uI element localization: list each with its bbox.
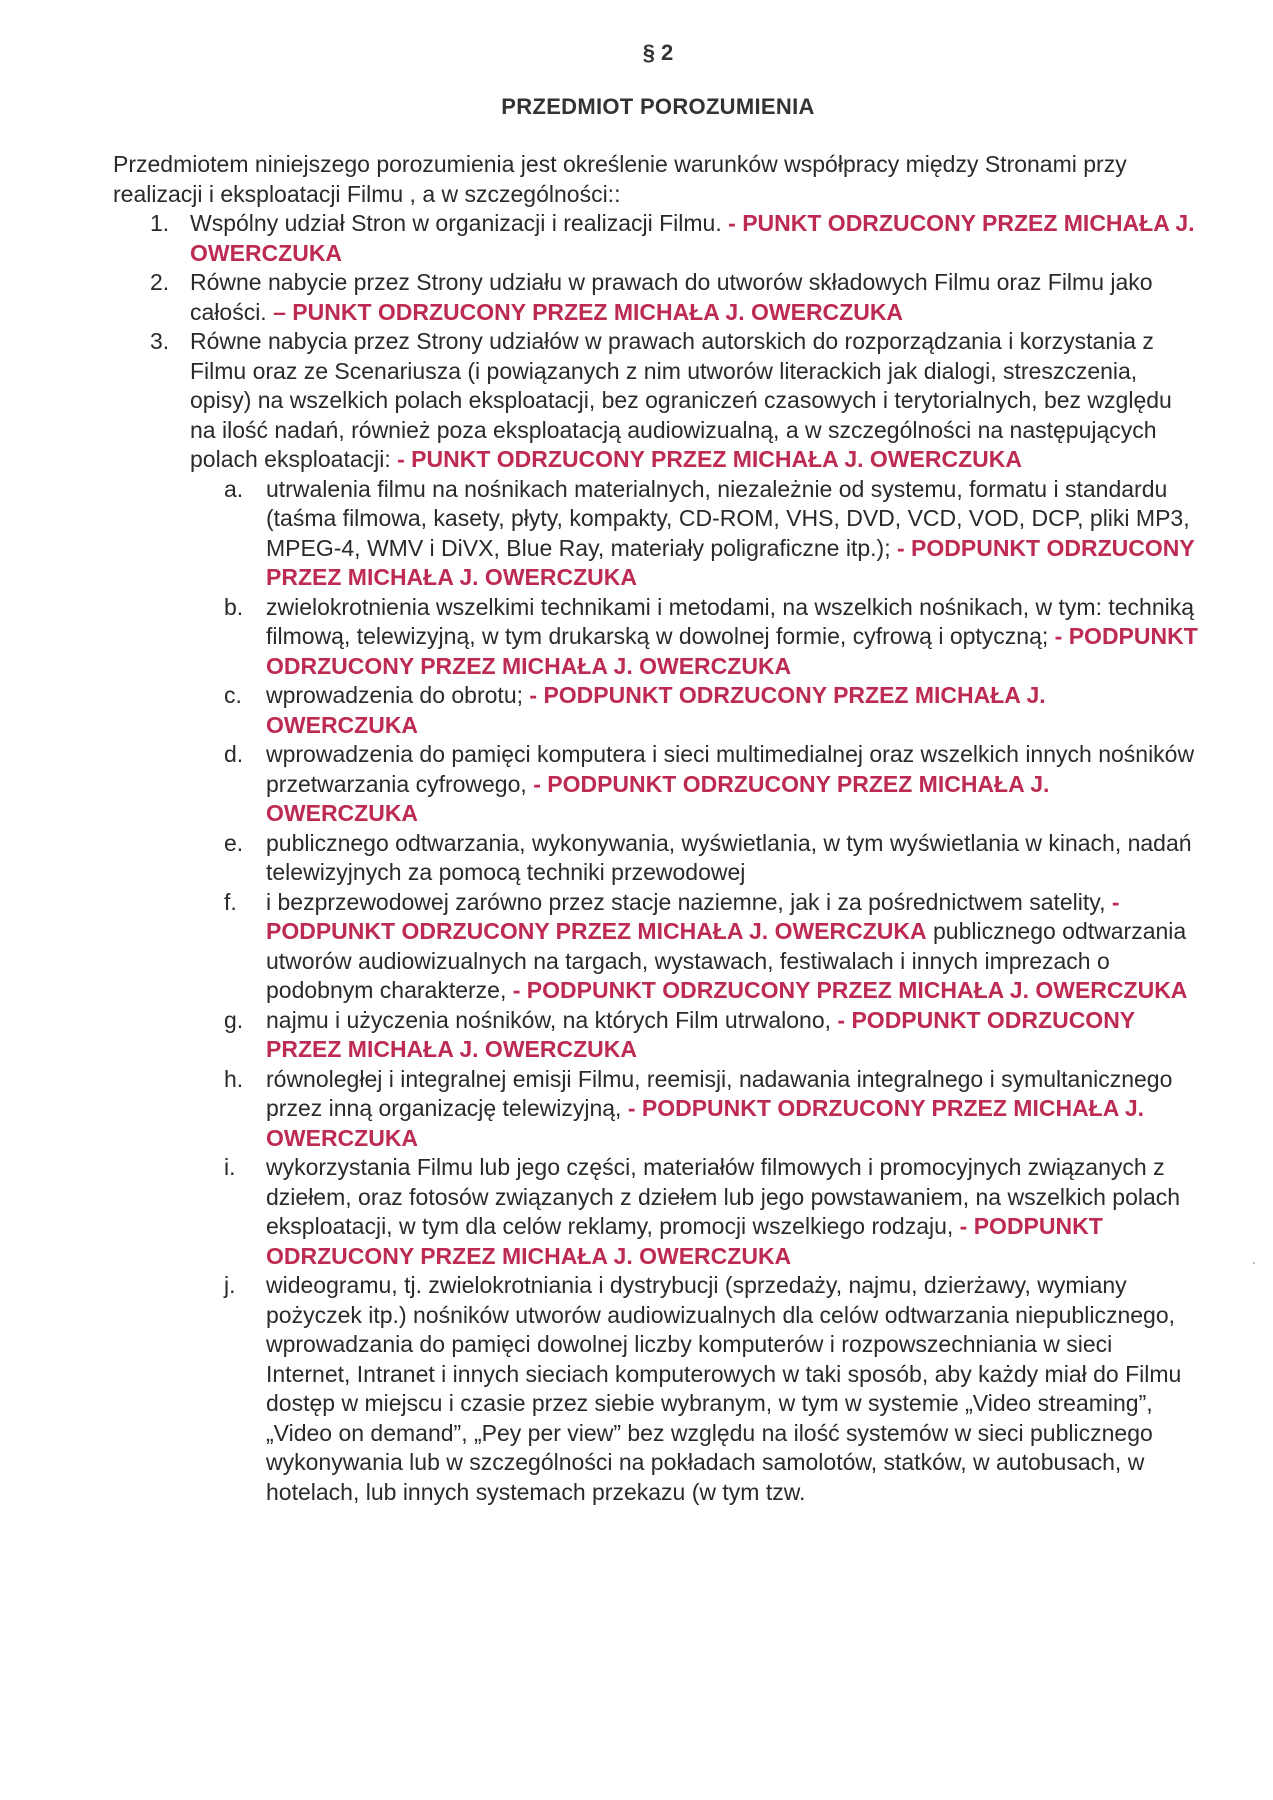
sub-item-letter: b. — [224, 593, 244, 620]
item-text: Równe nabycia przez Strony udziałów w prawach autorskich do rozporządzania i korzystania z Filmu oraz ze Scenariusza (i powiązanych z nim utworów literackich jak dialogi, streszczenia, opisy) na wszelkich polach eksploatacji, bez ograniczeń czasowych i terytorialnych, bez względu na ilość nadań, również poza eksploatacją audiowizualną, a w szczególności na następujących polach eksploatacji: — [190, 328, 1172, 472]
rejection-note: - PODPUNKT ODRZUCONY PRZEZ MICHAŁA J. OWERCZUKA — [266, 682, 1046, 738]
rejection-note: - PODPUNKT ODRZUCONY PRZEZ MICHAŁA J. OWERCZUKA — [266, 534, 1195, 590]
sub-item-letter: j. — [224, 1272, 236, 1298]
sub-item-text: zwielokrotnienia wszelkimi technikami i metodami, na wszelkich nośnikach, w tym: techniką filmową, telewizyjną, w tym drukarską w dowolnej formie, cyfrową i optyczną; — [266, 593, 1195, 649]
sub-list — [190, 475, 1203, 1508]
sub-item-text: wideogramu, tj. zwielokrotniania i dystrybucji (sprzedaży, najmu, dzierżawy, wymiany pożyczek itp.) nośników utworów audiowizualnych dla celów odtwarzania niepublicznego, wprowadzania do pamięci dowolnej liczby komputerów i rozpowszechniania w sieci Internet, Intranet i innych sieciach komputerowych w taki sposób, aby każdy miał do Filmu dostęp w miejscu i czasie przez siebie wybranym, w tym w systemie „Video streaming”, „Video on demand”, „Pey per view” bez względu na ilość systemów w sieci publicznego wykonywania lub w szczególności na pokładach samolotów, statków, w autobusach, w hotelach, lub innych systemach przekazu (w tym tzw. — [266, 1272, 1182, 1505]
sub-item-b — [188, 593, 1203, 682]
scan-speck — [1253, 1262, 1255, 1264]
sub-item-text-continued: publicznego odtwarzania utworów audiowizualnych na targach, wystawach, festiwalach i innych imprezach o podobnym charakterze, — [266, 918, 1187, 1003]
sub-item-text: i bezprzewodowej zarówno przez stacje naziemne, jak i za pośrednictwem satelity, — [266, 888, 1106, 915]
rejection-note: - PODPUNKT ODRZUCONY PRZEZ MICHAŁA J. OWERCZUKA — [512, 977, 1188, 1003]
sub-item-g — [188, 1006, 1203, 1065]
section-number: § 2 — [642, 40, 674, 65]
rejection-note: - PUNKT ODRZUCONY PRZEZ MICHAŁA J. OWERCZUKA — [190, 210, 1195, 266]
sub-item-f — [188, 888, 1203, 1006]
section-title: PRZEDMIOT POROZUMIENIA — [501, 94, 815, 119]
rejection-note: - PODPUNKT ODRZUCONY PRZEZ MICHAŁA J. OWERCZUKA — [266, 888, 1120, 944]
sub-item-letter: d. — [224, 741, 244, 767]
list-item-1 — [113, 209, 1203, 268]
rejection-note: - PODPUNKT ODRZUCONY PRZEZ MICHAŁA J. OWERCZUKA — [266, 1213, 1103, 1269]
sub-item-text: wprowadzenia do pamięci komputera i sieci multimedialnej oraz wszelkich innych nośników przetwarzania cyfrowego, — [266, 741, 1195, 797]
sub-item-text: wprowadzenia do obrotu; — [266, 682, 523, 708]
item-number: 1. — [150, 210, 170, 236]
sub-item-c — [188, 681, 1203, 740]
list-item-3 — [113, 327, 1203, 1507]
sub-item-letter: f. — [224, 888, 237, 915]
sub-item-e — [188, 829, 1203, 888]
sub-item-letter: i. — [224, 1154, 236, 1180]
sub-item-text: publicznego odtwarzania, wykonywania, wyświetlania, w tym wyświetlania w kinach, nadań telewizyjnych za pomocą techniki przewodowej — [266, 829, 1192, 885]
item-number: 2. — [150, 269, 170, 295]
sub-item-text: najmu i użyczenia nośników, na których Film utrwalono, — [266, 1006, 832, 1033]
rejection-note: - PUNKT ODRZUCONY PRZEZ MICHAŁA J. OWERCZUKA — [397, 446, 1022, 472]
list-item-2 — [113, 268, 1203, 327]
sub-item-letter: g. — [224, 1006, 244, 1033]
item-text: Wspólny udział Stron w organizacji i realizacji Filmu. — [190, 210, 722, 236]
rejection-note: - PODPUNKT ODRZUCONY PRZEZ MICHAŁA J. OWERCZUKA — [266, 623, 1198, 679]
sub-item-j — [188, 1271, 1203, 1507]
rejection-note: - PODPUNKT ODRZUCONY PRZEZ MICHAŁA J. OWERCZUKA — [266, 770, 1050, 826]
sub-item-h — [188, 1065, 1203, 1154]
sub-item-text: równoległej i integralnej emisji Filmu, reemisji, nadawania integralnego i symultanicznego przez inną organizację telewizyjną, — [266, 1065, 1173, 1121]
sub-item-text: wykorzystania Filmu lub jego części, materiałów filmowych i promocyjnych związanych z dziełem, oraz fotosów związanych z dziełem lub jego powstawaniem, na wszelkich polach eksploatacji, w tym dla celów reklamy, promocji wszelkiego rodzaju, — [266, 1154, 1181, 1239]
main-list — [113, 209, 1203, 1507]
sub-item-letter: e. — [224, 829, 244, 856]
rejection-note: - PODPUNKT ODRZUCONY PRZEZ MICHAŁA J. OWERCZUKA — [266, 1006, 1135, 1062]
sub-item-letter: h. — [224, 1065, 244, 1092]
intro-paragraph: Przedmiotem niniejszego porozumienia jest określenie warunków współpracy między Stronami przy realizacji i eksploatacji Filmu , a w szczególności:: — [113, 151, 1127, 207]
item-text: Równe nabycie przez Strony udziału w prawach do utworów składowych Filmu oraz Filmu jako całości. — [190, 269, 1153, 325]
sub-item-letter: c. — [224, 682, 242, 708]
item-number: 3. — [150, 328, 170, 354]
rejection-note: – PUNKT ODRZUCONY PRZEZ MICHAŁA J. OWERCZUKA — [273, 298, 904, 325]
rejection-note: - PODPUNKT ODRZUCONY PRZEZ MICHAŁA J. OWERCZUKA — [266, 1095, 1145, 1151]
sub-item-letter: a. — [224, 475, 244, 502]
sub-item-d — [188, 740, 1203, 829]
sub-item-i — [188, 1153, 1203, 1271]
sub-item-a — [188, 475, 1203, 593]
sub-item-text: utrwalenia filmu na nośnikach materialnych, niezależnie od systemu, formatu i standardu (taśma filmowa, kasety, płyty, kompakty, CD-ROM, VHS, DVD, VCD, VOD, DCP, pliki MP3, MPEG-4, WMV i DiVX, Blue Ray, materiały poligraficzne itp.); — [266, 475, 1190, 561]
